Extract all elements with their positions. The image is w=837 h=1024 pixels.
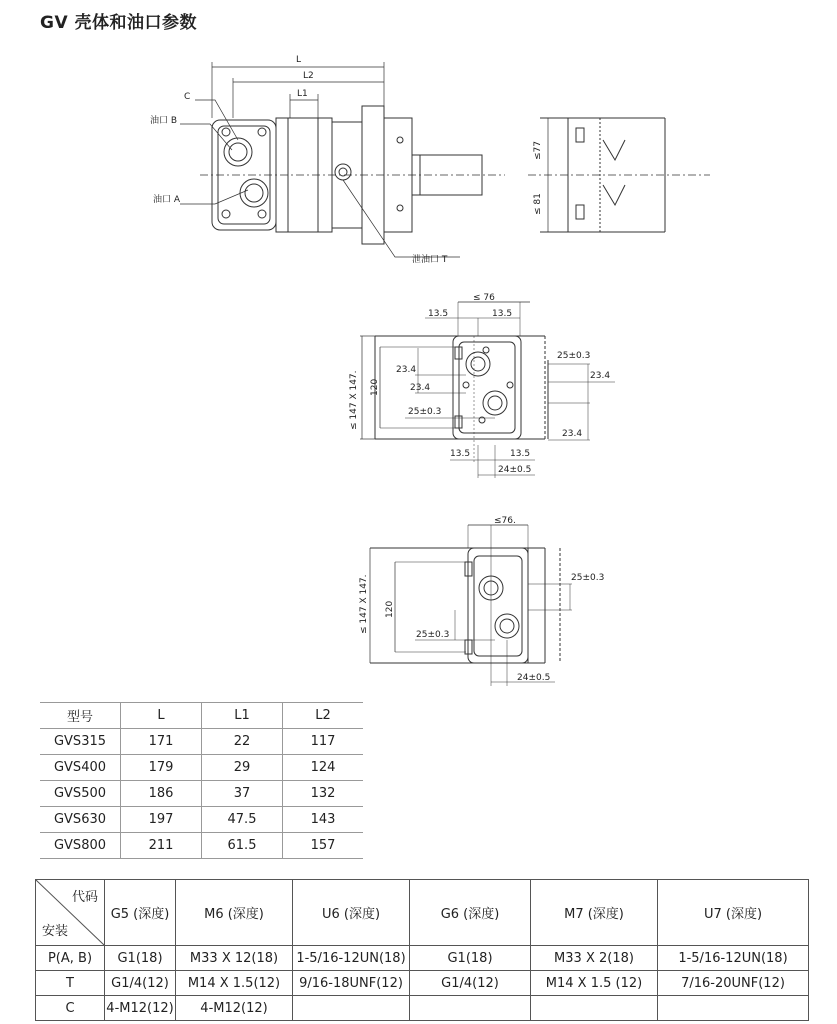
cell-L: 211 <box>121 833 202 859</box>
cell-g5: G1(18) <box>105 946 176 971</box>
header-model: 型号 <box>40 703 121 729</box>
cell-u6 <box>293 996 410 1021</box>
dim-L1: L1 <box>297 89 308 99</box>
dimension-table <box>40 702 363 859</box>
cell-L2: 124 <box>283 755 364 781</box>
label-drain-t: 泄油口 T <box>412 255 448 265</box>
table-row <box>36 971 809 996</box>
cell-L1: 22 <box>202 729 283 755</box>
header-L2: L2 <box>283 703 364 729</box>
port-view-drawing-1 <box>360 302 615 478</box>
cell-model: GVS400 <box>40 755 121 781</box>
f2-dim-13c: 13.5 <box>450 449 471 459</box>
label-C: C <box>184 92 191 102</box>
f2-dim-234a: 23.4 <box>396 365 417 375</box>
cell-L: 186 <box>121 781 202 807</box>
table-row <box>40 833 363 859</box>
cell-L2: 132 <box>283 781 364 807</box>
cell-L1: 29 <box>202 755 283 781</box>
cell-L2: 117 <box>283 729 364 755</box>
dim-L: L <box>296 55 302 65</box>
table-header-row <box>36 880 809 946</box>
f3-dim-25b: 25±0.3 <box>416 630 450 640</box>
cell-model: GVS800 <box>40 833 121 859</box>
f2-dim-120: 120 <box>370 378 380 396</box>
dim-81: ≤ 81 <box>533 193 543 215</box>
f2-dim-76: ≤ 76 <box>473 293 495 303</box>
cell-m7 <box>531 996 658 1021</box>
header-L: L <box>121 703 202 729</box>
cell-g6: G1/4(12) <box>410 971 531 996</box>
cell-u7: 1-5/16-12UN(18) <box>658 946 809 971</box>
f2-dim-147: ≤ 147 X 147. <box>349 370 359 430</box>
port-thread-table <box>35 879 809 1021</box>
cell-u7: 7/16-20UNF(12) <box>658 971 809 996</box>
cell-m7: M33 X 2(18) <box>531 946 658 971</box>
cell-u6: 9/16-18UNF(12) <box>293 971 410 996</box>
cell-L1: 47.5 <box>202 807 283 833</box>
table-row <box>40 781 363 807</box>
cell-g6: G1(18) <box>410 946 531 971</box>
f2-dim-25b: 25±0.3 <box>408 407 442 417</box>
cell-L2: 157 <box>283 833 364 859</box>
table-header-row <box>40 703 363 729</box>
cell-L2: 143 <box>283 807 364 833</box>
header-g5: G5 (深度) <box>105 880 176 946</box>
side-view-drawing <box>180 62 505 257</box>
table-row <box>40 807 363 833</box>
dim-L2: L2 <box>303 71 314 81</box>
table-row <box>36 996 809 1021</box>
header-L1: L1 <box>202 703 283 729</box>
cell-model: GVS500 <box>40 781 121 807</box>
cell-L: 179 <box>121 755 202 781</box>
label-port-a: 油口 A <box>153 195 181 205</box>
cell-g5: G1/4(12) <box>105 971 176 996</box>
f2-dim-24: 24±0.5 <box>498 465 532 475</box>
header-u6: U6 (深度) <box>293 880 410 946</box>
f2-dim-13a: 13.5 <box>428 309 449 319</box>
table-row <box>40 729 363 755</box>
f3-dim-24: 24±0.5 <box>517 673 551 683</box>
port-view-drawing-2 <box>370 525 572 686</box>
cell-m6: M33 X 12(18) <box>176 946 293 971</box>
table-row <box>40 755 363 781</box>
cell-L1: 61.5 <box>202 833 283 859</box>
front-view-drawing <box>528 118 710 232</box>
f3-dim-120: 120 <box>385 600 395 618</box>
table-row <box>36 946 809 971</box>
header-m7: M7 (深度) <box>531 880 658 946</box>
header-u7: U7 (深度) <box>658 880 809 946</box>
cell-install: P(A, B) <box>36 946 105 971</box>
cell-L1: 37 <box>202 781 283 807</box>
f2-dim-234c: 23.4 <box>410 383 431 393</box>
page-title: GV 壳体和油口参数 <box>40 13 198 33</box>
cell-model: GVS315 <box>40 729 121 755</box>
cell-u6: 1-5/16-12UN(18) <box>293 946 410 971</box>
cell-L: 197 <box>121 807 202 833</box>
f2-dim-234d: 23.4 <box>562 429 583 439</box>
f2-dim-234b: 23.4 <box>590 371 611 381</box>
f2-dim-25a: 25±0.3 <box>557 351 591 361</box>
header-m6: M6 (深度) <box>176 880 293 946</box>
corner-install-label: 安装 <box>42 924 69 939</box>
header-g6: G6 (深度) <box>410 880 531 946</box>
f3-dim-147: ≤ 147 X 147. <box>359 574 369 634</box>
corner-cell <box>36 880 105 946</box>
cell-g5: 4-M12(12) <box>105 996 176 1021</box>
cell-m6: M14 X 1.5(12) <box>176 971 293 996</box>
label-port-b: 油口 B <box>150 116 178 126</box>
cell-install: C <box>36 996 105 1021</box>
f3-dim-76: ≤76. <box>494 516 516 526</box>
cell-L: 171 <box>121 729 202 755</box>
f2-dim-13d: 13.5 <box>510 449 531 459</box>
cell-u7 <box>658 996 809 1021</box>
f3-dim-25a: 25±0.3 <box>571 573 605 583</box>
cell-m6: 4-M12(12) <box>176 996 293 1021</box>
cell-m7: M14 X 1.5 (12) <box>531 971 658 996</box>
corner-code-label: 代码 <box>71 890 98 905</box>
dim-77: ≤77 <box>533 141 543 160</box>
cell-install: T <box>36 971 105 996</box>
f2-dim-13b: 13.5 <box>492 309 513 319</box>
cell-model: GVS630 <box>40 807 121 833</box>
cell-g6 <box>410 996 531 1021</box>
